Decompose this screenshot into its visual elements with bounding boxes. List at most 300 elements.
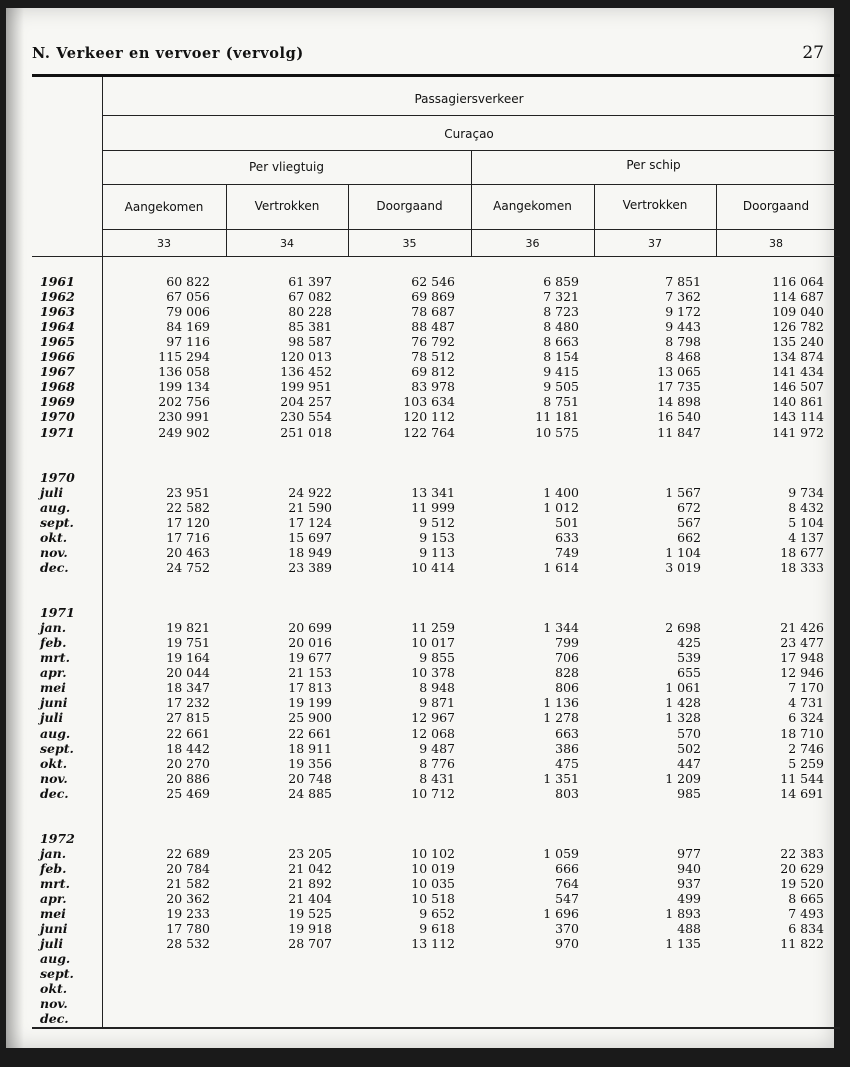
table-row [6,680,840,695]
table-row [6,515,840,530]
table-cell: 146 507 [772,379,824,395]
table-cell: 199 134 [158,379,210,395]
table-cell: 10 518 [411,891,455,907]
row-label: apr. [40,891,67,907]
table-row [6,1011,840,1026]
table-cell: 662 [677,529,701,545]
table-cell: 8 776 [419,755,455,771]
table-cell: 143 114 [772,409,824,425]
table-cell: 9 172 [665,304,701,320]
table-cell: 1 567 [665,484,701,500]
table-cell: 8 798 [665,334,701,350]
row-label: juni [40,921,68,937]
table-row [6,936,840,951]
row-label: 1968 [40,379,75,395]
table-row [6,304,840,319]
table-cell: 22 661 [166,725,210,741]
table-cell: 18 949 [288,544,332,560]
table-cell: 17 948 [780,650,824,666]
table-cell: 4 137 [788,529,824,545]
table-cell: 9 113 [419,544,455,560]
table-cell: 6 859 [543,274,579,289]
table-row [6,425,840,440]
table-cell: 84 169 [166,319,210,335]
table-cell: 11 544 [780,770,824,786]
table-cell: 447 [677,755,701,771]
row-label: dec. [40,559,69,575]
table-cell: 21 582 [166,876,210,891]
table-cell: 136 452 [280,364,332,380]
row-label: 1969 [40,394,75,410]
table-cell: 6 834 [788,921,824,937]
table-cell: 10 414 [411,559,455,575]
column-header: Aangekomen [124,200,204,214]
table-cell: 69 869 [411,289,455,305]
table-cell: 20 629 [780,860,824,876]
table-row [6,485,840,500]
mode-header-air: Per vliegtuig [249,160,324,174]
table-row [6,394,840,409]
table-cell: 20 270 [166,755,210,771]
table-cell: 22 383 [780,845,824,861]
table-cell: 67 056 [166,289,210,305]
table-cell: 828 [555,665,579,681]
table-cell: 21 892 [288,876,332,891]
table-cell: 8 432 [788,499,824,515]
table-cell: 134 874 [772,349,824,365]
row-label: okt. [40,755,68,771]
table-cell: 20 699 [288,620,332,636]
table-row [6,951,840,966]
table-cell: 9 871 [419,695,455,711]
table-cell: 28 707 [288,936,332,952]
table-cell: 18 710 [780,725,824,741]
table-cell: 764 [555,876,579,891]
table-row [6,816,840,831]
header-rule-1 [102,115,836,116]
table-cell: 249 902 [158,424,210,440]
table-cell: 79 006 [166,304,210,320]
table-cell: 11 822 [780,936,824,952]
table-row [6,560,840,575]
table-cell: 109 040 [772,304,824,320]
table-cell: 1 893 [665,906,701,922]
table-cell: 25 469 [166,785,210,801]
table-cell: 539 [677,650,701,666]
table-cell: 24 922 [288,484,332,500]
table-cell: 475 [555,755,579,771]
column-number: 37 [648,237,662,250]
table-row [6,379,840,394]
row-label: juli [40,710,64,726]
table-cell: 1 351 [543,770,579,786]
table-cell: 9 505 [543,379,579,395]
table-row [6,500,840,515]
table-cell: 8 154 [543,349,579,365]
table-row [6,906,840,921]
table-cell: 9 487 [419,740,455,756]
table-cell: 126 782 [772,319,824,335]
row-label: 1972 [40,830,75,846]
table-row [6,620,840,635]
table-row [6,921,840,936]
table-cell: 20 044 [166,665,210,681]
table-cell: 370 [555,921,579,937]
table-row [6,786,840,801]
table-cell: 937 [677,876,701,891]
row-label: 1970 [40,469,75,485]
table-cell: 20 748 [288,770,332,786]
table-cell: 1 059 [543,845,579,861]
table-row [6,665,840,680]
sub-header: Curaçao [444,127,494,141]
table-cell: 9 734 [788,484,824,500]
row-label: mrt. [40,650,70,666]
table-cell: 18 347 [166,680,210,696]
table-row [6,771,840,786]
table-cell: 9 443 [665,319,701,335]
table-cell: 1 135 [665,936,701,952]
table-row [6,846,840,861]
table-cell: 21 404 [288,891,332,907]
row-label: mrt. [40,876,70,891]
table-cell: 488 [677,921,701,937]
table-cell: 21 590 [288,499,332,515]
table-cell: 1 012 [543,499,579,515]
table-row [6,530,840,545]
table-cell: 199 951 [280,379,332,395]
table-cell: 98 587 [288,334,332,350]
table-cell: 136 058 [158,364,210,380]
table-cell: 7 170 [788,680,824,696]
row-label: okt. [40,529,68,545]
row-label: mei [40,680,66,696]
table-cell: 806 [555,680,579,696]
table-cell: 17 780 [166,921,210,937]
table-cell: 25 900 [288,710,332,726]
table-cell: 9 652 [419,906,455,922]
table-row [6,575,840,590]
table-cell: 655 [677,665,701,681]
table-cell: 122 764 [403,424,455,440]
table-cell: 10 017 [411,635,455,651]
table-cell: 11 847 [657,424,701,440]
table-cell: 6 324 [788,710,824,726]
table-row [6,801,840,816]
table-cell: 11 181 [535,409,579,425]
column-number: 34 [280,237,294,250]
header-rule-2 [102,150,836,151]
table-cell: 23 389 [288,559,332,575]
table-cell: 12 068 [411,725,455,741]
table-cell: 425 [677,635,701,651]
table-cell: 62 546 [411,274,455,289]
row-label: aug. [40,951,71,967]
table-row [6,349,840,364]
row-label: dec. [40,785,69,801]
table-cell: 12 946 [780,665,824,681]
table-cell: 13 112 [411,936,455,952]
row-label: sept. [40,514,74,530]
table-cell: 9 855 [419,650,455,666]
table-cell: 9 618 [419,921,455,937]
table-cell: 663 [555,725,579,741]
table-row [6,876,840,891]
table-cell: 23 951 [166,484,210,500]
table-cell: 17 124 [288,514,332,530]
table-cell: 1 614 [543,559,579,575]
row-label: aug. [40,725,71,741]
table-cell: 1 278 [543,710,579,726]
table-cell: 135 240 [772,334,824,350]
table-cell: 501 [555,514,579,530]
table-cell: 1 104 [665,544,701,560]
table-row [6,635,840,650]
table-cell: 230 991 [158,409,210,425]
table-row [6,409,840,424]
row-label: okt. [40,981,68,997]
table-cell: 24 885 [288,785,332,801]
table-cell: 17 120 [166,514,210,530]
table-cell: 16 540 [657,409,701,425]
table-cell: 386 [555,740,579,756]
table-cell: 17 716 [166,529,210,545]
table-cell: 19 751 [166,635,210,651]
header-rule [32,74,840,77]
row-label: 1966 [40,349,75,365]
table-cell: 672 [677,499,701,515]
table-cell: 9 415 [543,364,579,380]
table-cell: 10 378 [411,665,455,681]
table-cell: 5 104 [788,514,824,530]
table-cell: 18 677 [780,544,824,560]
table-cell: 970 [555,936,579,952]
table-cell: 20 463 [166,544,210,560]
table-cell: 13 341 [411,484,455,500]
table-cell: 103 634 [403,394,455,410]
row-label: dec. [40,1011,69,1027]
column-number: 33 [157,237,171,250]
table-cell: 8 751 [543,394,579,410]
table-cell: 97 116 [166,334,210,350]
table-cell: 21 042 [288,860,332,876]
table-cell: 141 972 [772,424,824,440]
table-cell: 67 082 [288,289,332,305]
table-cell: 10 035 [411,876,455,891]
table-row [6,605,840,620]
table-cell: 8 723 [543,304,579,320]
table-cell: 18 333 [780,559,824,575]
table-cell: 19 677 [288,650,332,666]
header-rule-5 [32,256,840,257]
table-row [6,741,840,756]
table-cell: 799 [555,635,579,651]
table-cell: 8 480 [543,319,579,335]
table-cell: 7 321 [543,289,579,305]
table-row [6,981,840,996]
table-cell: 7 851 [665,274,701,289]
table-cell: 8 665 [788,891,824,907]
table-cell: 12 967 [411,710,455,726]
table-row [6,455,840,470]
row-label: 1965 [40,334,75,350]
column-header: Doorgaand [742,199,810,213]
table-cell: 61 397 [288,274,332,289]
table-cell: 88 487 [411,319,455,335]
table-cell: 9 153 [419,529,455,545]
table-cell: 141 434 [772,364,824,380]
table-row [6,966,840,981]
table-cell: 19 356 [288,755,332,771]
header-rule-4 [102,229,836,230]
table-cell: 14 691 [780,785,824,801]
row-label: 1962 [40,289,75,305]
document-page [6,8,834,1048]
table-cell: 8 948 [419,680,455,696]
table-cell: 120 013 [280,349,332,365]
table-cell: 21 153 [288,665,332,681]
table-cell: 28 532 [166,936,210,952]
footer-rule [32,1027,840,1029]
column-header: Vertrokken [254,199,320,213]
table-row [6,440,840,455]
table-cell: 19 164 [166,650,210,666]
row-label: feb. [40,635,67,651]
table-cell: 24 752 [166,559,210,575]
column-header: Doorgaand [376,199,443,213]
table-row [6,710,840,725]
table-cell: 14 898 [657,394,701,410]
row-label: 1963 [40,304,75,320]
row-label: jan. [40,845,67,861]
table-cell: 116 064 [772,274,824,289]
table-cell: 20 362 [166,891,210,907]
table-cell: 633 [555,529,579,545]
row-label: juli [40,484,64,500]
column-number: 36 [525,237,540,250]
page-number: 27 [802,43,824,63]
row-label: sept. [40,740,74,756]
table-cell: 10 019 [411,860,455,876]
table-row [6,650,840,665]
row-label: juni [40,695,68,711]
table-cell: 17 232 [166,695,210,711]
column-number: 35 [402,237,417,250]
table-cell: 19 199 [288,695,332,711]
table-cell: 499 [677,891,701,907]
table-row [6,334,840,349]
table-row [6,545,840,560]
table-row [6,756,840,771]
table-cell: 547 [555,891,579,907]
row-label: apr. [40,665,67,681]
row-label: nov. [40,544,68,560]
table-cell: 17 813 [288,680,332,696]
table-cell: 2 698 [665,620,701,636]
row-label: 1967 [40,364,75,380]
table-row [6,364,840,379]
table-cell: 83 978 [411,379,455,395]
section-title: N. Verkeer en vervoer (vervolg) [32,45,304,62]
table-cell: 8 663 [543,334,579,350]
mode-header-sea: Per schip [626,158,681,172]
table-cell: 10 102 [411,845,455,861]
table-cell: 22 582 [166,499,210,515]
row-label: sept. [40,966,74,982]
table-cell: 80 228 [288,304,332,320]
table-cell: 1 428 [665,695,701,711]
table-cell: 120 112 [403,409,455,425]
row-label: nov. [40,996,68,1012]
row-label: jan. [40,620,67,636]
group-header: Passagiersverkeer [414,92,524,106]
table-cell: 23 477 [780,635,824,651]
column-header: Vertrokken [622,198,688,212]
table-cell: 78 687 [411,304,455,320]
table-cell: 69 812 [411,364,455,380]
table-cell: 20 016 [288,635,332,651]
table-cell: 1 696 [543,906,579,922]
table-cell: 570 [677,725,701,741]
row-label: 1971 [40,424,75,440]
table-cell: 13 065 [657,364,701,380]
table-cell: 5 259 [788,755,824,771]
table-cell: 749 [555,544,579,560]
row-label: juli [40,936,64,952]
table-cell: 140 861 [772,394,824,410]
column-header: Aangekomen [493,199,572,213]
table-cell: 22 661 [288,725,332,741]
table-cell: 251 018 [280,424,332,440]
table-cell: 567 [677,514,701,530]
table-cell: 19 520 [780,876,824,891]
table-row [6,470,840,485]
table-cell: 7 493 [788,906,824,922]
table-cell: 114 687 [772,289,824,305]
table-cell: 19 525 [288,906,332,922]
table-cell: 202 756 [158,394,210,410]
table-cell: 20 784 [166,860,210,876]
table-cell: 19 821 [166,620,210,636]
table-cell: 10 575 [535,424,579,440]
table-cell: 78 512 [411,349,455,365]
table-cell: 502 [677,740,701,756]
table-cell: 115 294 [158,349,210,365]
table-cell: 985 [677,785,701,801]
table-cell: 204 257 [280,394,332,410]
table-cell: 706 [555,650,579,666]
table-cell: 19 233 [166,906,210,922]
table-row [6,695,840,710]
table-cell: 17 735 [657,379,701,395]
table-cell: 7 362 [665,289,701,305]
table-cell: 1 400 [543,484,579,500]
table-cell: 22 689 [166,845,210,861]
table-cell: 10 712 [411,785,455,801]
row-label: mei [40,906,66,922]
row-label: nov. [40,770,68,786]
row-label: feb. [40,860,67,876]
table-cell: 8 468 [665,349,701,365]
column-number: 38 [769,237,783,250]
header-rule-3 [102,184,836,185]
table-cell: 85 381 [288,319,332,335]
table-cell: 18 442 [166,740,210,756]
table-row [6,274,840,289]
row-label: 1961 [40,274,75,289]
table-cell: 23 205 [288,845,332,861]
row-label: 1970 [40,409,75,425]
